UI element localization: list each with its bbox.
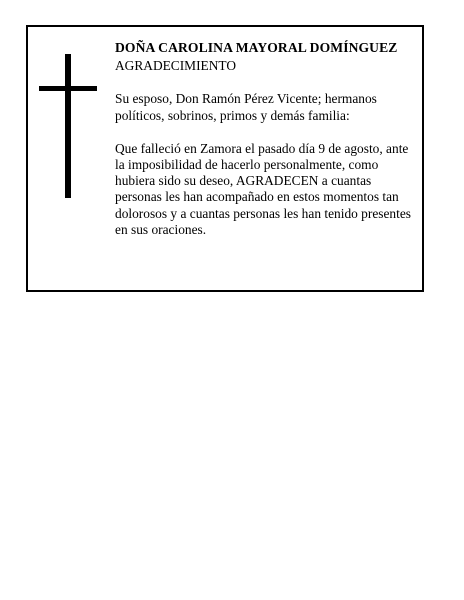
cross-icon xyxy=(39,54,97,198)
deceased-name: DOÑA CAROLINA MAYORAL DOMÍNGUEZ xyxy=(115,40,398,55)
notice-text xyxy=(115,40,420,238)
family-line: Su esposo, Don Ramón Pérez Vicente; hermanos políticos, sobrinos, primos y demás familia: xyxy=(115,91,377,123)
thanks-message: Que falleció en Zamora el pasado día 9 de agosto, ante la imposibilidad de hacerlo personalmente, como hubiera sido su deseo, AGRADECEN a cuantas personas les han acompañado en estos momentos tan dolorosos y a cuantas personas les han tenido presentes en sus oraciones. xyxy=(115,140,412,237)
obituary-notice xyxy=(26,25,424,292)
notice-heading: AGRADECIMIENTO xyxy=(115,58,237,74)
cross-vertical-bar xyxy=(65,54,71,198)
cross-horizontal-bar xyxy=(39,86,97,91)
